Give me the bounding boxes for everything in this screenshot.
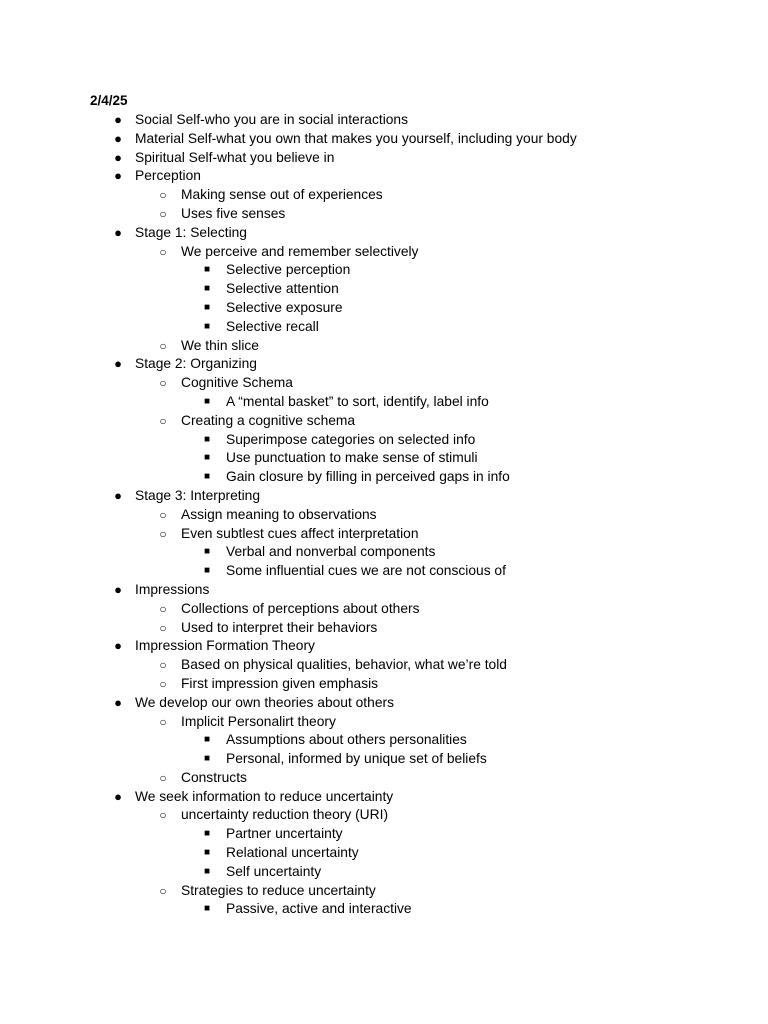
bullet-disc-icon: ● [114, 581, 122, 597]
list-item [0, 431, 768, 450]
list-item [0, 130, 768, 149]
list-item-text: We develop our own theories about others [135, 694, 394, 710]
list-item [0, 487, 768, 506]
list-item [0, 374, 768, 393]
bullet-circle-icon: ○ [159, 658, 167, 673]
bullet-square-icon: ■ [203, 546, 211, 558]
bullet-square-icon: ■ [203, 865, 211, 877]
list-item-text: Constructs [181, 769, 247, 785]
list-item-text: First impression given emphasis [181, 675, 379, 691]
list-item [0, 111, 768, 130]
list-item [0, 224, 768, 243]
list-item-text: Impressions [135, 581, 210, 597]
bullet-square-icon: ■ [203, 734, 211, 746]
bullet-square-icon: ■ [203, 452, 211, 464]
list-item-text: Relational uncertainty [226, 845, 359, 861]
list-item-text: Cognitive Schema [181, 375, 293, 391]
bullet-circle-icon: ○ [159, 770, 167, 785]
list-item-text: Social Self-who you are in social interactions [135, 112, 409, 127]
bullet-square-icon: ■ [203, 320, 211, 332]
list-item [0, 261, 768, 280]
list-item-text: Stage 3: Interpreting [135, 487, 261, 503]
list-item-text: Verbal and nonverbal components [226, 544, 436, 560]
list-item [0, 186, 768, 205]
list-item [0, 694, 768, 713]
list-item-text: Used to interpret their behaviors [181, 619, 378, 635]
list-item [0, 750, 768, 769]
list-item [0, 675, 768, 694]
bullet-square-icon: ■ [203, 301, 211, 313]
bullet-disc-icon: ● [114, 112, 122, 127]
list-item-text: We perceive and remember selectively [181, 243, 419, 259]
list-item [0, 280, 768, 299]
bullet-circle-icon: ○ [159, 526, 167, 541]
bullet-circle-icon: ○ [159, 338, 167, 353]
list-item [0, 637, 768, 656]
list-item [0, 337, 768, 356]
list-item-text: Assign meaning to observations [181, 506, 377, 522]
list-item [0, 825, 768, 844]
bullet-circle-icon: ○ [159, 206, 167, 221]
bullet-disc-icon: ● [114, 694, 122, 710]
bullet-circle-icon: ○ [159, 376, 167, 391]
list-item-text: Perception [135, 168, 201, 184]
bullet-circle-icon: ○ [159, 507, 167, 522]
bullet-square-icon: ■ [203, 433, 211, 445]
bullet-square-icon: ■ [203, 565, 211, 577]
list-item-text: Selective perception [226, 262, 351, 278]
bullet-circle-icon: ○ [159, 714, 167, 729]
list-item-text: Collections of perceptions about others [181, 600, 420, 616]
list-item [0, 844, 768, 863]
note-date: 2/4/25 [90, 93, 128, 108]
list-item [0, 863, 768, 882]
list-item [0, 581, 768, 600]
bullet-disc-icon: ● [114, 168, 122, 184]
list-item-text: Passive, active and interactive [226, 901, 412, 917]
list-item [0, 900, 768, 919]
list-item [0, 205, 768, 224]
list-item [0, 299, 768, 318]
bullet-disc-icon: ● [114, 788, 122, 804]
bullet-square-icon: ■ [203, 283, 211, 295]
list-item [0, 449, 768, 468]
list-item [0, 412, 768, 431]
list-item [0, 149, 768, 168]
list-item [0, 731, 768, 750]
bullet-outline [0, 111, 768, 919]
list-item [0, 788, 768, 807]
bullet-circle-icon: ○ [159, 601, 167, 616]
list-item [0, 318, 768, 337]
list-item-text: Personal, informed by unique set of beliefs [226, 751, 487, 767]
bullet-circle-icon: ○ [159, 883, 167, 898]
list-item-text: uncertainty reduction theory (URI) [181, 807, 389, 823]
list-item-text: Selective recall [226, 318, 319, 334]
bullet-square-icon: ■ [203, 753, 211, 765]
bullet-disc-icon: ● [114, 149, 122, 165]
list-item-text: Based on physical qualities, behavior, what we’re told [181, 657, 507, 673]
bullet-square-icon: ■ [203, 903, 211, 915]
list-item-text: Impression Formation Theory [135, 638, 315, 654]
bullet-circle-icon: ○ [159, 676, 167, 691]
list-item [0, 543, 768, 562]
list-item [0, 713, 768, 732]
list-item [0, 243, 768, 262]
list-item-text: Superimpose categories on selected info [226, 431, 476, 447]
list-item-text: Use punctuation to make sense of stimuli [226, 450, 478, 466]
list-item-text: Self uncertainty [226, 863, 322, 879]
list-item [0, 393, 768, 412]
bullet-circle-icon: ○ [159, 808, 167, 823]
list-item [0, 562, 768, 581]
list-item [0, 769, 768, 788]
list-item-text: Assumptions about others personalities [226, 732, 467, 748]
bullet-disc-icon: ● [114, 130, 122, 146]
bullet-disc-icon: ● [114, 638, 122, 654]
list-item [0, 600, 768, 619]
list-item-text: We thin slice [181, 337, 259, 353]
bullet-circle-icon: ○ [159, 413, 167, 428]
list-item-text: Selective attention [226, 281, 339, 297]
list-item-text: We seek information to reduce uncertainty [135, 788, 394, 804]
list-item-text: Material Self-what you own that makes you yourself, including your body [135, 130, 577, 146]
bullet-square-icon: ■ [203, 264, 211, 276]
list-item [0, 355, 768, 374]
list-item-text: Uses five senses [181, 205, 286, 221]
list-item-text: Making sense out of experiences [181, 187, 383, 203]
list-item-text: A “mental basket” to sort, identify, label info [226, 393, 489, 409]
bullet-circle-icon: ○ [159, 244, 167, 259]
bullet-square-icon: ■ [203, 395, 211, 407]
list-item-text: Selective exposure [226, 299, 343, 315]
list-item [0, 619, 768, 638]
bullet-square-icon: ■ [203, 847, 211, 859]
bullet-disc-icon: ● [114, 487, 122, 503]
list-item [0, 656, 768, 675]
list-item-text: Creating a cognitive schema [181, 412, 356, 428]
list-item [0, 882, 768, 901]
list-item-text: Some influential cues we are not conscious of [226, 563, 506, 579]
list-item-text: Implicit Personalirt theory [181, 713, 336, 729]
list-item-text: Stage 1: Selecting [135, 224, 247, 240]
list-item [0, 167, 768, 186]
list-item [0, 506, 768, 525]
list-item-text: Strategies to reduce uncertainty [181, 882, 376, 898]
bullet-circle-icon: ○ [159, 620, 167, 635]
list-item [0, 806, 768, 825]
list-item [0, 468, 768, 487]
bullet-circle-icon: ○ [159, 188, 167, 203]
bullet-square-icon: ■ [203, 471, 211, 483]
list-item-text: Spiritual Self-what you believe in [135, 149, 335, 165]
bullet-disc-icon: ● [114, 356, 122, 372]
list-item-text: Stage 2: Organizing [135, 356, 257, 372]
list-item-text: Partner uncertainty [226, 826, 343, 842]
bullet-disc-icon: ● [114, 224, 122, 240]
list-item [0, 525, 768, 544]
bullet-square-icon: ■ [203, 828, 211, 840]
list-item-text: Gain closure by filling in perceived gaps in info [226, 469, 510, 485]
list-item-text: Even subtlest cues affect interpretation [181, 525, 419, 541]
